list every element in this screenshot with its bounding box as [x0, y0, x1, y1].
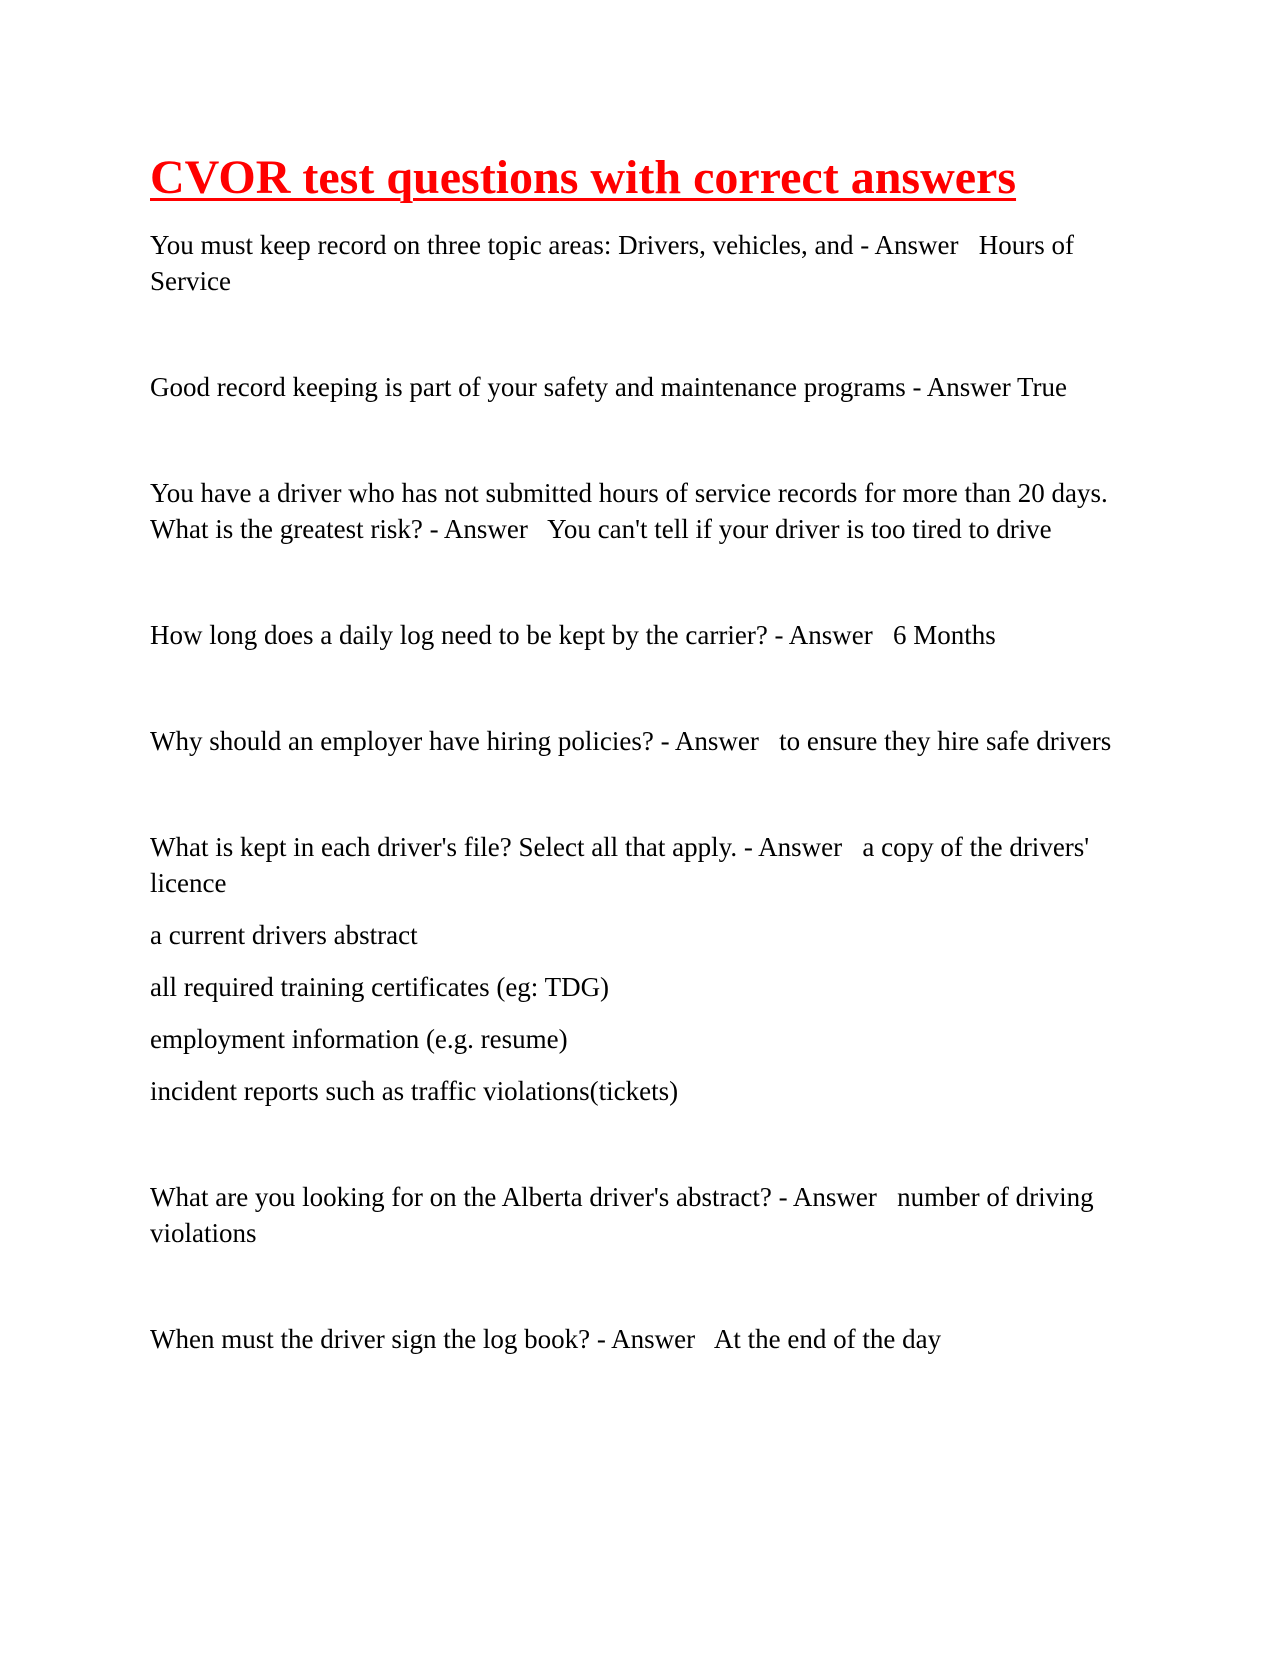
document-page — [150, 150, 1130, 1357]
driver-file-item: a current drivers abstract — [150, 920, 418, 951]
qa-item-8: When must the driver sign the log book? - Answer At the end of the day — [150, 1324, 942, 1355]
driver-file-item: incident reports such as traffic violations(tickets) — [150, 1076, 679, 1107]
qa-item-6: What is kept in each driver's file? Select all that apply. - Answer a copy of the drivers' licence — [150, 832, 1096, 899]
driver-file-item: all required training certificates (eg: TDG) — [150, 972, 610, 1003]
qa-item-2: Good record keeping is part of your safety and maintenance programs - Answer True — [150, 372, 1067, 403]
qa-item-3: You have a driver who has not submitted hours of service records for more than 20 days. What is the greatest risk? - Answer You can't tell if your driver is too tired to drive — [150, 478, 1115, 545]
document-title: CVOR test questions with correct answers — [150, 151, 1017, 204]
qa-item-5: Why should an employer have hiring policies? - Answer to ensure they hire safe drivers — [150, 726, 1112, 757]
driver-file-item: employment information (e.g. resume) — [150, 1024, 568, 1055]
qa-item-4: How long does a daily log need to be kept by the carrier? - Answer 6 Months — [150, 620, 996, 651]
qa-item-7: What are you looking for on the Alberta driver's abstract? - Answer number of driving violations — [150, 1182, 1101, 1249]
qa-item-1: You must keep record on three topic areas: Drivers, vehicles, and - Answer Hours of Service — [150, 230, 1081, 297]
